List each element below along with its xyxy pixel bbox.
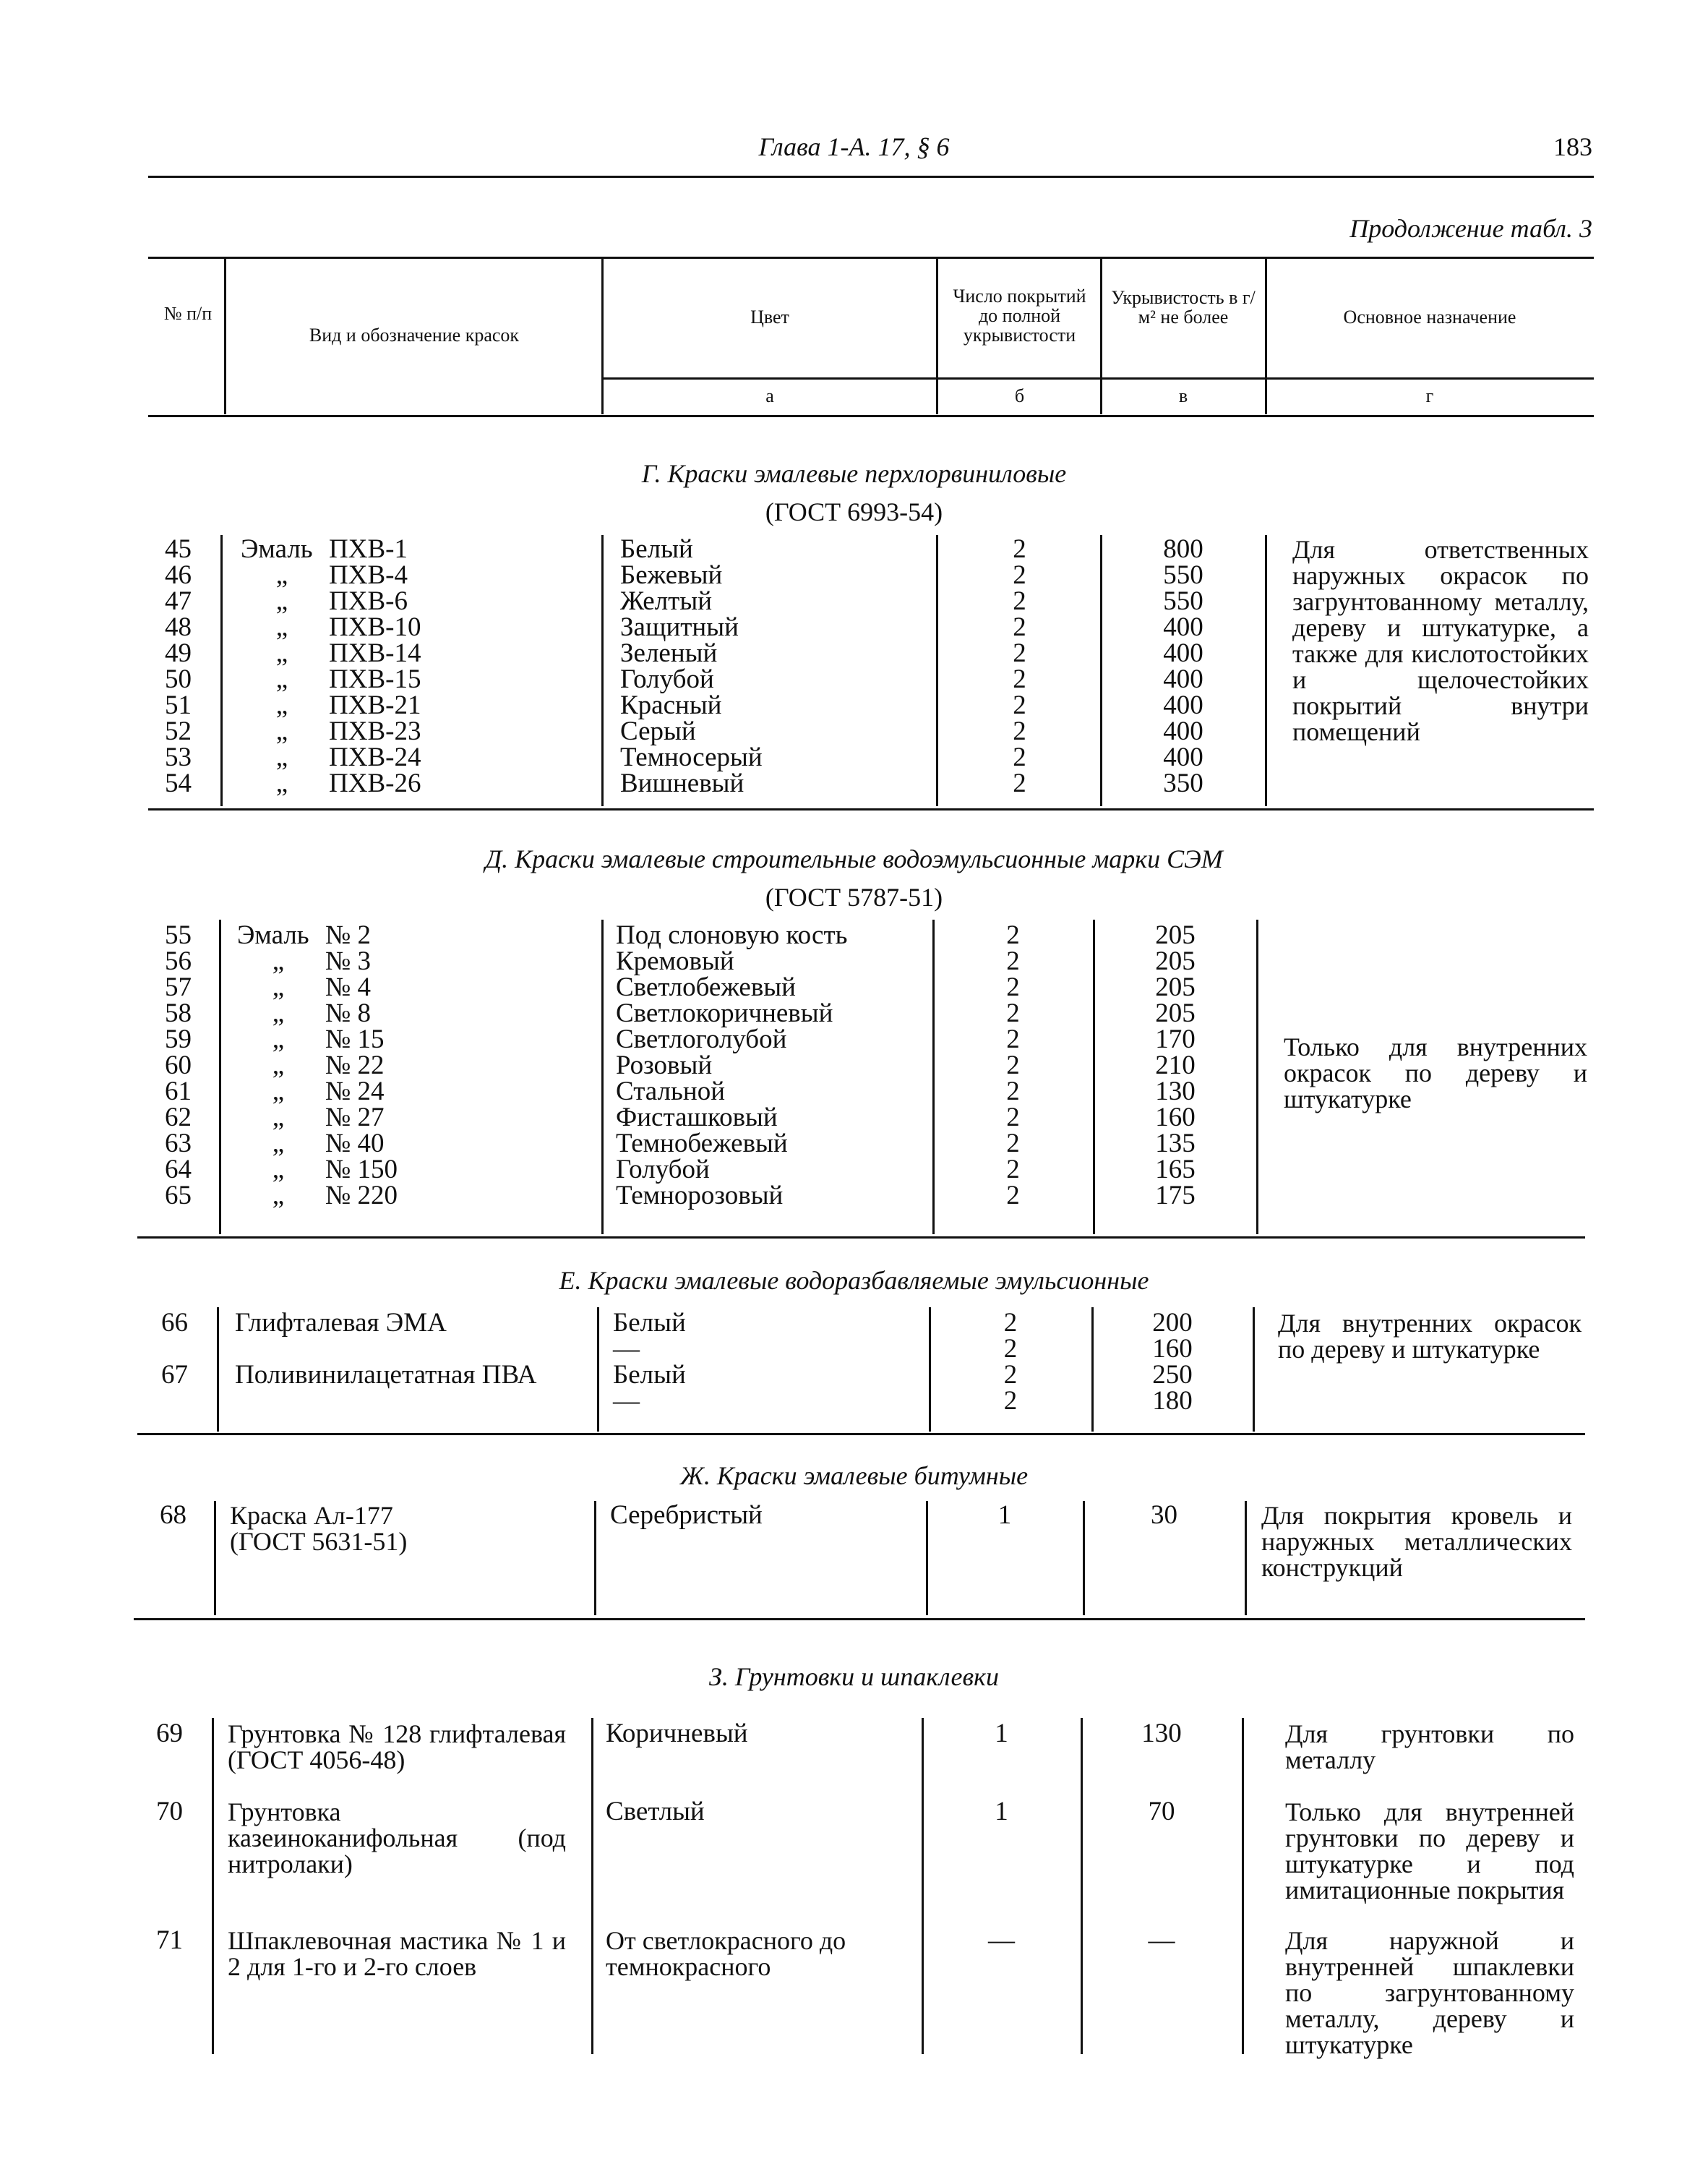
- row-purpose: Для грунтовки по металлу: [1285, 1719, 1574, 1774]
- row-number: 49: [165, 638, 192, 668]
- row-purpose: Только для внутренней грунтовки по дереву и штукатурке и под имитационные покрытия: [1285, 1797, 1574, 1904]
- row-paint-name: № 8: [325, 998, 372, 1028]
- row-coats: 2: [1013, 717, 1026, 746]
- row-number: 50: [165, 664, 192, 694]
- row-paint-name: Поливинилацетатная ПВА: [235, 1360, 537, 1390]
- row-number: 54: [165, 769, 192, 798]
- row-prefix: „: [275, 690, 288, 720]
- col-header-num: № п/п: [163, 303, 213, 324]
- row-color: Белый: [620, 534, 693, 564]
- row-color: Вишневый: [620, 769, 744, 798]
- col-header-coverage: Укрывистость в г/м² не более: [1111, 287, 1256, 328]
- row-color: Красный: [620, 690, 722, 720]
- row-coats: 2: [1006, 1129, 1020, 1158]
- row-number: 70: [156, 1797, 183, 1826]
- row-coverage: 400: [1163, 690, 1203, 720]
- row-coats: 2: [1006, 1051, 1020, 1080]
- chapter-title: Глава 1-А. 17, § 6: [758, 132, 950, 161]
- row-color: Коричневый: [606, 1719, 748, 1748]
- row-coverage: 135: [1155, 1129, 1196, 1158]
- row-color: —: [613, 1334, 640, 1364]
- row-coverage: 165: [1155, 1155, 1196, 1184]
- row-purpose: Для наружной и внутренней шпаклевки по загрунтованному металлу, дереву и штукатурке: [1285, 1926, 1574, 2059]
- row-prefix: „: [275, 586, 288, 616]
- row-color: Светлобежевый: [616, 972, 796, 1002]
- col-header-purpose: Основное назначение: [1343, 307, 1516, 328]
- row-number: 58: [165, 998, 192, 1028]
- row-paint-name: ПХВ-15: [329, 664, 421, 694]
- row-paint-name: № 2: [325, 920, 372, 950]
- row-coverage: 205: [1155, 998, 1196, 1028]
- col-letter-a: а: [765, 385, 774, 406]
- row-coverage: —: [1148, 1925, 1175, 1955]
- row-coverage: 400: [1163, 612, 1203, 642]
- row-prefix: „: [275, 560, 288, 590]
- row-coverage: 350: [1163, 769, 1203, 798]
- section-title: З. Грунтовки и шпаклевки: [709, 1662, 999, 1691]
- section-gost: (ГОСТ 5787-51): [765, 883, 943, 912]
- row-color: Зеленый: [620, 638, 718, 668]
- section-purpose: Только для внутренних окрасок по дереву и штукатурке: [1284, 1032, 1587, 1113]
- row-number: 71: [156, 1925, 183, 1955]
- row-color: Бежевый: [620, 560, 723, 590]
- row-color: Под слоновую кость: [616, 920, 848, 950]
- row-coats: 1: [995, 1797, 1008, 1826]
- section-title: Г. Краски эмалевые перхлорвиниловые: [641, 459, 1067, 488]
- row-coverage: 400: [1163, 664, 1203, 694]
- row-coats: 2: [1013, 664, 1026, 694]
- row-color: Белый: [613, 1360, 686, 1390]
- row-prefix: „: [275, 664, 288, 694]
- row-coverage: 130: [1141, 1719, 1182, 1748]
- row-coats: 2: [1006, 972, 1020, 1002]
- row-color: Голубой: [620, 664, 714, 694]
- row-prefix: „: [275, 769, 288, 798]
- row-prefix: „: [272, 998, 285, 1028]
- row-color: Защитный: [620, 612, 739, 642]
- row-color: —: [613, 1386, 640, 1416]
- row-number: 59: [165, 1025, 192, 1054]
- row-coats: 2: [1006, 1181, 1020, 1210]
- row-paint-name: № 220: [325, 1181, 398, 1210]
- row-number: 67: [161, 1360, 188, 1390]
- section-title: Е. Краски эмалевые водоразбавляемые эмульсионные: [559, 1266, 1149, 1295]
- row-coats: 1: [997, 1500, 1012, 1530]
- row-coats: 2: [1006, 1155, 1020, 1184]
- section-gost: (ГОСТ 6993-54): [765, 497, 943, 526]
- row-paint-name: № 40: [325, 1129, 385, 1158]
- row-coverage: 205: [1155, 946, 1196, 976]
- row-coats: 1: [995, 1719, 1008, 1748]
- col-letter-v: в: [1178, 385, 1188, 406]
- row-color: Темносерый: [620, 743, 763, 772]
- row-coverage: 400: [1163, 638, 1203, 668]
- row-number: 68: [160, 1500, 186, 1530]
- row-number: 60: [165, 1051, 192, 1080]
- row-coats: 2: [1003, 1308, 1018, 1338]
- row-number: 63: [165, 1129, 192, 1158]
- row-prefix: „: [272, 1077, 285, 1106]
- col-letter-g: г: [1425, 385, 1434, 406]
- row-color: Темнобежевый: [616, 1129, 788, 1158]
- row-coats: 2: [1013, 534, 1026, 564]
- row-number: 53: [165, 743, 192, 772]
- row-number: 61: [165, 1077, 192, 1106]
- row-color: Светлоголубой: [616, 1025, 787, 1054]
- row-coverage: 250: [1152, 1360, 1193, 1390]
- section-purpose: Для ответственных наружных окрасок по загрунтованному металлу, дереву и штукатурке, а также для кислотостойких и щелочестойких покрытий внутри помещений: [1292, 535, 1589, 746]
- row-paint-name: ПХВ-24: [329, 743, 421, 772]
- col-header-coats: Число покрытий до полной укрывистости: [953, 286, 1086, 346]
- row-coverage: 180: [1152, 1386, 1193, 1416]
- row-paint-name: № 22: [325, 1051, 385, 1080]
- row-coats: 2: [1003, 1386, 1018, 1416]
- row-number: 47: [165, 586, 192, 616]
- row-paint-name: № 4: [325, 972, 372, 1002]
- row-paint-name: ПХВ-4: [329, 560, 408, 590]
- row-coverage: 175: [1155, 1181, 1196, 1210]
- row-coverage: 200: [1152, 1308, 1193, 1338]
- row-color: Светлокоричневый: [616, 998, 833, 1028]
- row-paint-name: Глифталевая ЭМА: [235, 1308, 447, 1338]
- row-coats: 2: [1006, 1103, 1020, 1132]
- row-coats: 2: [1013, 743, 1026, 772]
- row-paint-name: ПХВ-14: [329, 638, 421, 668]
- row-coats: —: [988, 1925, 1015, 1955]
- row-prefix: Эмаль: [237, 920, 309, 950]
- row-color: Кремовый: [616, 946, 734, 976]
- row-number: 45: [165, 534, 192, 564]
- row-coats: 2: [1006, 946, 1020, 976]
- section-rule: [134, 1618, 1585, 1620]
- row-prefix: „: [272, 1129, 285, 1158]
- col-header-color: Цвет: [750, 307, 789, 328]
- row-coverage: 170: [1155, 1025, 1196, 1054]
- row-number: 62: [165, 1103, 192, 1132]
- row-number: 46: [165, 560, 192, 590]
- section-title: Ж. Краски эмалевые битумные: [679, 1461, 1029, 1490]
- row-coverage: 400: [1163, 717, 1203, 746]
- row-color: Серебристый: [610, 1500, 763, 1530]
- row-coverage: 70: [1148, 1797, 1175, 1826]
- row-coats: 2: [1013, 769, 1026, 798]
- row-color: Розовый: [616, 1051, 713, 1080]
- row-color: Стальной: [616, 1077, 725, 1106]
- row-paint-name: № 150: [325, 1155, 398, 1184]
- row-paint-name: Краска Ал-177 (ГОСТ 5631-51): [230, 1501, 408, 1556]
- row-coverage: 160: [1155, 1103, 1196, 1132]
- row-coats: 2: [1003, 1360, 1018, 1390]
- col-header-name: Вид и обозначение красок: [309, 325, 520, 346]
- row-prefix: „: [272, 1025, 285, 1054]
- row-paint-name: ПХВ-6: [329, 586, 408, 616]
- row-paint-name: № 27: [325, 1103, 385, 1132]
- row-coverage: 400: [1163, 743, 1203, 772]
- row-coats: 2: [1006, 920, 1020, 950]
- row-prefix: „: [275, 717, 288, 746]
- row-number: 56: [165, 946, 192, 976]
- row-coats: 2: [1006, 998, 1020, 1028]
- section-rule: [137, 1236, 1585, 1239]
- row-coverage: 205: [1155, 920, 1196, 950]
- section-rule: [148, 808, 1594, 811]
- row-paint-name: ПХВ-21: [329, 690, 421, 720]
- row-paint-name: ПХВ-26: [329, 769, 421, 798]
- row-color: Желтый: [620, 586, 712, 616]
- row-number: 65: [165, 1181, 192, 1210]
- row-prefix: „: [272, 1051, 285, 1080]
- row-coverage: 30: [1151, 1500, 1177, 1530]
- row-color: Белый: [613, 1308, 686, 1338]
- row-number: 51: [165, 690, 192, 720]
- row-coverage: 205: [1155, 972, 1196, 1002]
- row-coverage: 800: [1163, 534, 1203, 564]
- row-number: 69: [156, 1719, 183, 1748]
- row-paint-name: № 3: [325, 946, 372, 976]
- row-coats: 2: [1013, 638, 1026, 668]
- row-coats: 2: [1013, 612, 1026, 642]
- row-coats: 2: [1003, 1334, 1018, 1364]
- table-header-rule: [148, 415, 1594, 417]
- row-prefix: „: [275, 612, 288, 642]
- row-color: Светлый: [606, 1797, 705, 1826]
- row-prefix: „: [272, 1155, 285, 1184]
- row-color: Серый: [620, 717, 696, 746]
- row-number: 55: [165, 920, 192, 950]
- row-paint-name: ПХВ-1: [329, 534, 408, 564]
- row-prefix: „: [272, 1181, 285, 1210]
- row-prefix: „: [272, 1103, 285, 1132]
- row-prefix: „: [275, 638, 288, 668]
- row-coats: 2: [1006, 1025, 1020, 1054]
- row-color: Темнорозовый: [616, 1181, 784, 1210]
- row-paint-name: ПХВ-23: [329, 717, 421, 746]
- row-paint-name: ПХВ-10: [329, 612, 421, 642]
- row-coats: 2: [1013, 690, 1026, 720]
- row-number: 57: [165, 972, 192, 1002]
- col-letter-b: б: [1014, 385, 1025, 406]
- row-coverage: 160: [1152, 1334, 1193, 1364]
- row-paint-name: № 15: [325, 1025, 385, 1054]
- row-coverage: 130: [1155, 1077, 1196, 1106]
- row-coats: 2: [1013, 586, 1026, 616]
- row-number: 52: [165, 717, 192, 746]
- section-purpose: Для внутренних окрасок по дереву и штукатурке: [1278, 1309, 1582, 1364]
- row-prefix: „: [272, 946, 285, 976]
- row-paint-name: № 24: [325, 1077, 385, 1106]
- row-paint-name: Шпаклевочная мастика № 1 и 2 для 1-го и 2-го слоев: [228, 1926, 566, 1981]
- row-number: 66: [161, 1308, 188, 1338]
- row-number: 48: [165, 612, 192, 642]
- row-prefix: „: [272, 972, 285, 1002]
- row-coverage: 210: [1155, 1051, 1196, 1080]
- row-prefix: Эмаль: [241, 534, 313, 564]
- row-prefix: „: [275, 743, 288, 772]
- page-number: 183: [1553, 132, 1592, 161]
- row-paint-name: Грунтовка казеиноканифольная (под нитролаки): [228, 1797, 566, 1878]
- row-paint-name: Грунтовка № 128 глифталевая (ГОСТ 4056-48): [228, 1719, 566, 1774]
- table-continuation: Продолжение табл. 3: [1349, 214, 1592, 243]
- row-color: Голубой: [616, 1155, 710, 1184]
- section-rule: [137, 1433, 1585, 1435]
- row-coverage: 550: [1163, 560, 1203, 590]
- row-color: Фисташковый: [616, 1103, 778, 1132]
- header-rule: [148, 176, 1594, 178]
- row-purpose: Для покрытия кровель и наружных металлических конструкций: [1261, 1501, 1572, 1582]
- row-coats: 2: [1006, 1077, 1020, 1106]
- row-coats: 2: [1013, 560, 1026, 590]
- table-top-rule: [148, 257, 1594, 259]
- row-color: От светлокрасного до темнокрасного: [606, 1926, 846, 1981]
- row-coverage: 550: [1163, 586, 1203, 616]
- section-title: Д. Краски эмалевые строительные водоэмульсионные марки СЭМ: [485, 844, 1223, 873]
- row-number: 64: [165, 1155, 192, 1184]
